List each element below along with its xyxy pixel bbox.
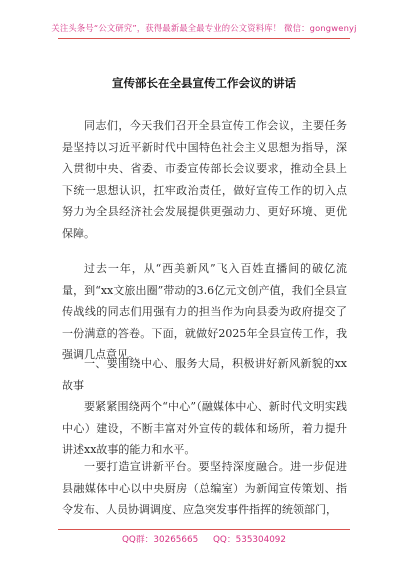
- section-heading-1: 一、要围绕中心、服务大局，积极讲好新风新貌的xx故事: [62, 357, 347, 392]
- document-title: 宣传部长在全县宣传工作会议的讲话: [112, 76, 296, 90]
- paragraph-4: 一要打造宣讲新平台。要坚持深度融合。进一步促进县融媒体中心以中央厨房（总编室）为新闻宣传策划、指令发布、人员协调调度、应急突发事件指挥的统领部门，: [62, 460, 347, 517]
- promo-header: 关注头条号“公文研究”，获得最新最全最专业的公文资料库！ 微信：gongwenyj: [51, 23, 357, 33]
- qq-contact-text: QQ：535304092: [212, 535, 287, 545]
- promo-footer: [0, 532, 408, 545]
- paragraph-3: 要紧紧围绕两个“中心”（融媒体中心、新时代文明实践中心）建设，不断丰富对外宣传的载体和场所，着力提升讲述xx故事的能力和水平。: [62, 400, 347, 457]
- footer-divider: [58, 529, 350, 530]
- paragraph-2: 过去一年，从“西美新风”飞入百姓直播间的破亿流量，到“xx文旅出圈”带动的3.6亿元文创产值，我们全县宣传战线的同志们用强有力的担当作为向县委为政府提交了一份满意的答卷。下面，就做好2025年全县宣传工作，我强调几点意见。: [62, 262, 347, 362]
- qq-group-text: QQ群：30265665: [121, 535, 199, 545]
- paragraph-1: 同志们，今天我们召开全县宣传工作会议，主要任务是坚持以习近平新时代中国特色社会主义思想为指导，深入贯彻中央、省委、市委宣传部长会议要求，推动全县上下统一思想认识，扛牢政治责任，做好宣传工作的切入点努力为全县经济社会发展提供更强动力、更好环境、更优保障。: [62, 119, 347, 240]
- header-divider: [58, 38, 350, 39]
